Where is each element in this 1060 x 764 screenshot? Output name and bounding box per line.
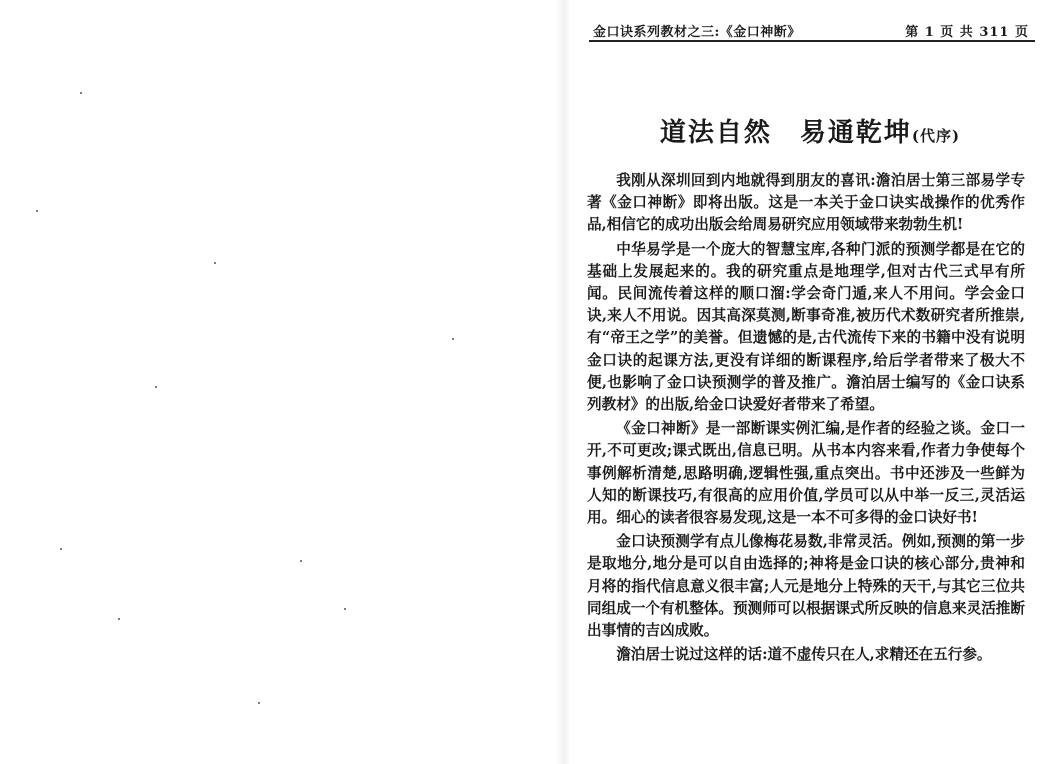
- scan-speck: [118, 618, 120, 620]
- paragraph: 《金口神断》是一部断课实例汇编,是作者的经验之谈。金口一开,不可更改;课式既出,信息已明。从书本内容来看,作者力争使每个事例解析清楚,思路明确,逻辑性强,重点突出。书中还涉及一些鲜为人知的断课技巧,有很高的应用价值,学员可以从中举一反三,灵活运用。细心的读者很容易发现,这是一本不可多得的金口诀好书!: [587, 420, 1025, 527]
- paragraph: 中华易学是一个庞大的智慧宝库,各种门派的预测学都是在它的基础上发展起来的。我的研究重点是地理学,但对古代三式早有所闻。民间流传着这样的顺口溜:学会奇门遁,来人不用问。学会金口诀,来人不用说。因其高深莫测,断事奇准,被历代术数研究者所推崇,有“帝王之学”的美誉。但遗憾的是,古代流传下来的书籍中没有说明金口诀的起课方法,更没有详细的断课程序,给后学者带来了极大不便,也影响了金口诀预测学的普及推广。澹泊居士编写的《金口诀系列教材》的出版,给金口诀爱好者带来了希望。: [587, 240, 1025, 414]
- document-page: [575, 0, 1045, 764]
- paragraph: 金口诀预测学有点儿像梅花易数,非常灵活。例如,预测的第一步是取地分,地分是可以自由选择的;神将是金口诀的核心部分,贵神和月将的指代信息意义很丰富;人元是地分上特殊的天干,与其它三位共同组成一个有机整体。预测师可以根据课式所反映的信息来灵活推断出事情的吉凶成败。: [587, 533, 1025, 640]
- paragraph: 澹泊居士说过这样的话:道不虚传只在人,求精还在五行参。: [616, 646, 992, 664]
- chapter-title: [575, 112, 1045, 149]
- scan-speck: [80, 92, 82, 94]
- chapter-title-main: 道法自然 易通乾坤: [659, 118, 912, 148]
- scan-speck: [300, 560, 302, 562]
- series-title: 金口诀系列教材之三:《金口神断》: [593, 25, 801, 40]
- running-header: [589, 18, 1035, 42]
- scan-speck: [344, 608, 346, 610]
- scan-speck: [36, 210, 38, 212]
- scan-speck: [60, 548, 62, 550]
- scan-speck: [258, 702, 260, 704]
- scan-speck: [214, 262, 216, 264]
- scan-speck: [155, 386, 157, 388]
- scan-speck: [452, 338, 454, 340]
- paragraph: 我刚从深圳回到内地就得到朋友的喜讯:澹泊居士第三部易学专著《金口神断》即将出版。这是一本关于金口诀实战操作的优秀作品,相信它的成功出版会给周易研究应用领域带来勃勃生机!: [587, 172, 1025, 234]
- body-text: [587, 170, 1025, 668]
- chapter-title-sub: (代序): [911, 127, 961, 145]
- page-gutter: [556, 0, 570, 764]
- page-number: 第 1 页 共 311 页: [905, 25, 1029, 40]
